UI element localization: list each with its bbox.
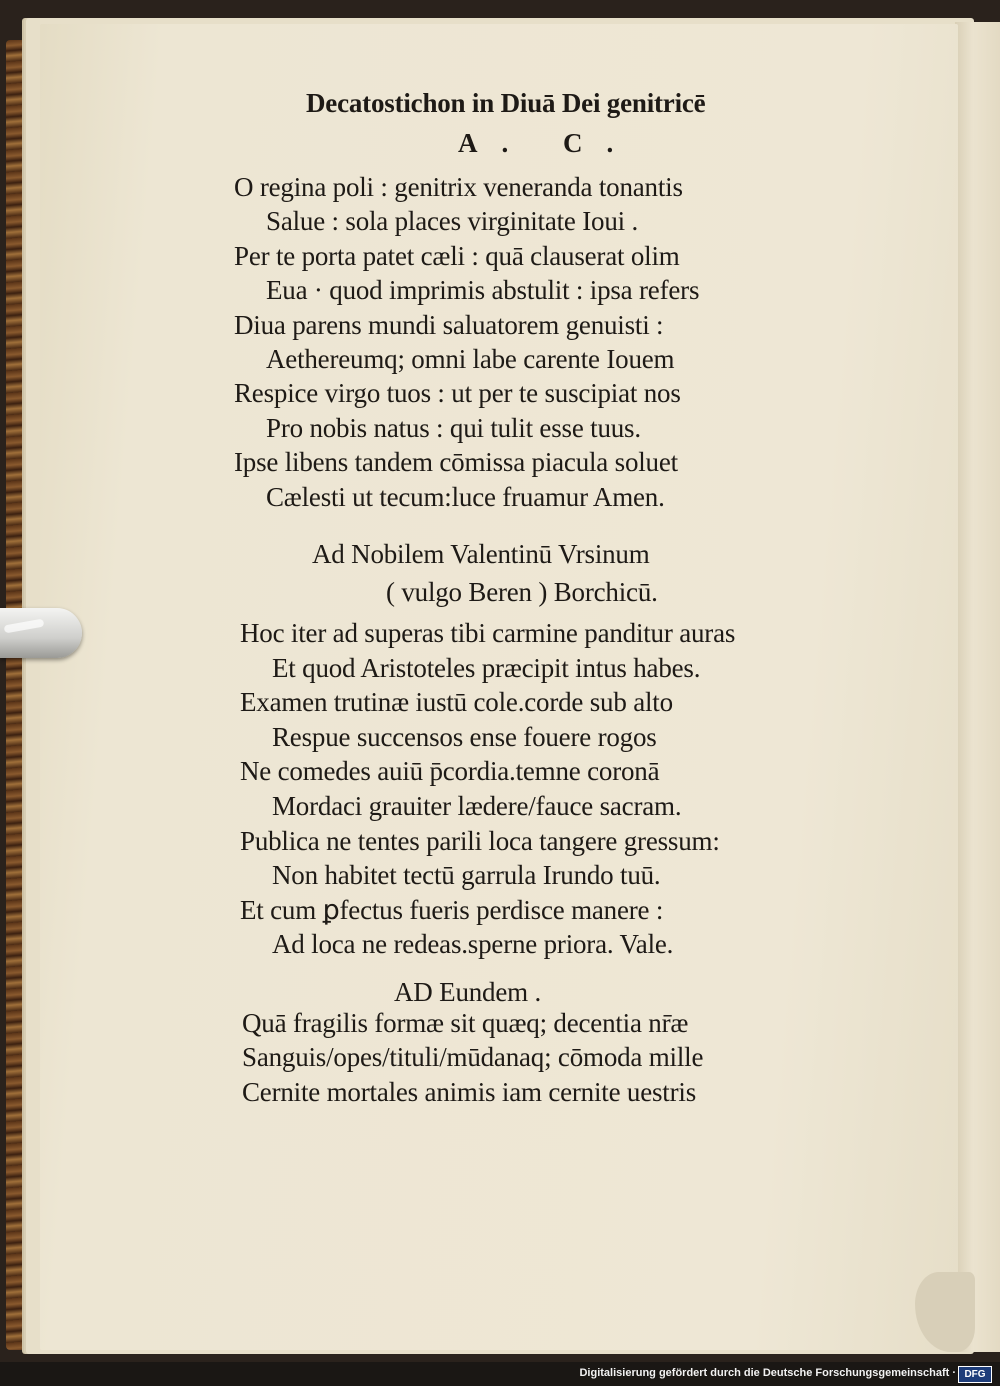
poem3-heading: AD Eundem . (394, 977, 542, 1007)
poem1-subtitle: A. C. (458, 128, 638, 158)
poem1-verse-line-3: Per te porta patet cæli : quā clauserat olim (234, 240, 680, 271)
bookmark-clip (0, 608, 82, 658)
book-page (40, 24, 958, 1350)
poem1-verse-line-1: O regina poli : genitrix veneranda tonantis (234, 172, 683, 202)
poem2-heading-2: ( vulgo Beren ) Borchicū. (386, 577, 658, 607)
poem3-verse-line-1: Quā fragilis formæ sit quæq; decentia nr̄æ (242, 1008, 689, 1038)
poem2-verse-line-6: Mordaci grauiter lædere/fauce sacram. (272, 791, 682, 821)
poem2-verse-line-3: Examen trutinæ iustū cole.corde sub alto (240, 687, 673, 718)
poem2-verse-line-1: Hoc iter ad superas tibi carmine panditur auras (240, 618, 736, 648)
poem2-verse-line-7: Publica ne tentes parili loca tangere gressum: (240, 825, 720, 856)
funding-credit: Digitalisierung gefördert durch die Deutsche Forschungsgemeinschaft · (579, 1367, 956, 1379)
poem2-verse-line-9: Et cum ꝑfectus fueris perdisce manere : (240, 894, 664, 925)
poem1-verse-line-7: Respice virgo tuos : ut per te suscipiat nos (234, 378, 681, 409)
poem2-verse-line-4: Respue succensos ense fouere rogos (272, 721, 657, 752)
poem1-verse-line-10: Cælesti ut tecum:luce fruamur Amen. (266, 481, 665, 512)
poem2-verse-line-2: Et quod Aristoteles præcipit intus habes. (272, 652, 701, 683)
poem2-verse-line-5: Ne comedes auiū p̄cordia.temne coronā (240, 756, 660, 787)
poem2-heading-1: Ad Nobilem Valentinū Vrsinum (312, 539, 650, 569)
next-leaf-edge (955, 22, 1000, 1352)
poem1-verse-line-5: Diua parens mundi saluatorem genuisti : (234, 309, 664, 340)
poem1-verse-line-9: Ipse libens tandem cōmissa piacula soluet (234, 447, 678, 478)
poem1-verse-line-4: Eua · quod imprimis abstulit : ipsa refers (266, 275, 700, 306)
poem2-verse-line-8: Non habitet tectū garrula Irundo tuū. (272, 860, 661, 891)
dfg-logo: DFG (958, 1366, 992, 1383)
footer-bar (0, 1362, 1000, 1386)
poem3-verse-line-2: Sanguis/opes/tituli/mūdanaq; cōmoda mille (242, 1042, 704, 1073)
poem2-verse-line-10: Ad loca ne redeas.sperne priora. Vale. (272, 929, 674, 960)
poem1-title: Decatostichon in Diuā Dei genitricē (306, 88, 706, 118)
page-text (40, 24, 958, 1350)
poem1-verse-line-8: Pro nobis natus : qui tulit esse tuus. (266, 412, 641, 443)
poem1-verse-line-2: Salue : sola places virginitate Ioui . (266, 206, 639, 237)
poem3-verse-line-3: Cernite mortales animis iam cernite uestris (242, 1076, 697, 1107)
poem1-verse-line-6: Aethereumq; omni labe carente Iouem (266, 344, 675, 374)
